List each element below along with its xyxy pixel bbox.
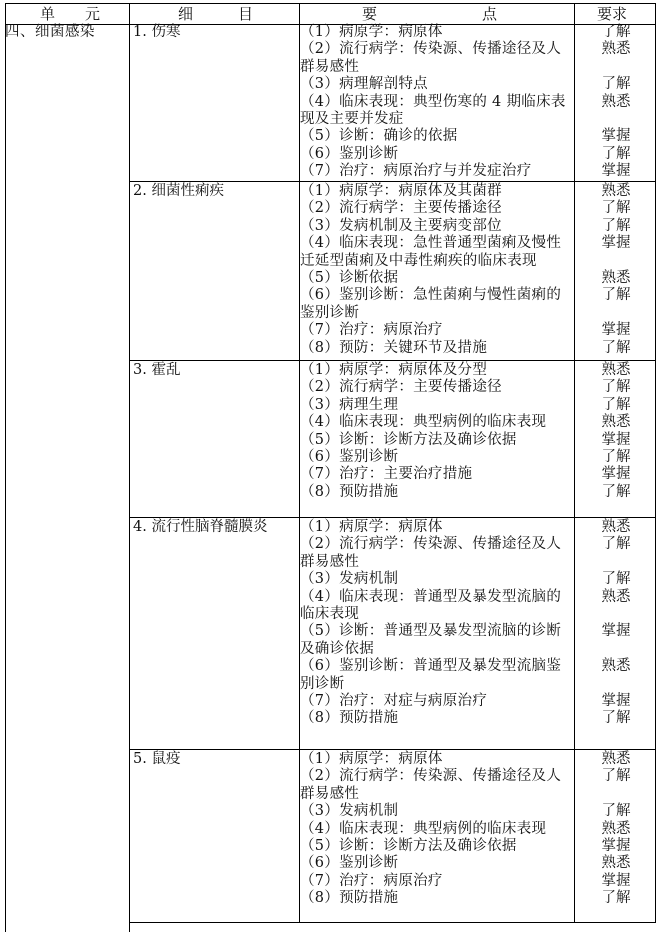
row-rule-3 xyxy=(129,517,655,518)
point-item: （2）流行病学：传染源、传播途径及人群易感性 xyxy=(300,536,562,570)
points-dysentery xyxy=(300,183,572,357)
point-item: （6）鉴别诊断 xyxy=(300,145,399,162)
header-detail: 细 目 xyxy=(178,5,254,23)
point-item: （3）发病机制 xyxy=(300,571,399,588)
requirement-level: 掌握 xyxy=(601,431,631,448)
point-item: （8）预防措施 xyxy=(300,710,399,727)
point-item: （1）病原学：病原体 xyxy=(300,751,443,767)
requirement-level: 了解 xyxy=(601,339,631,356)
req-dysentery xyxy=(578,183,654,357)
requirement-level: 了解 xyxy=(601,768,631,785)
requirement-level: 掌握 xyxy=(601,235,631,252)
point-item: （7）治疗：病原治疗 xyxy=(300,322,443,339)
point-item: （5）诊断：普通型及暴发型流脑的诊断及确诊依据 xyxy=(300,623,562,657)
req-meningitis xyxy=(578,519,654,728)
point-item: （7）治疗：对症与病原治疗 xyxy=(300,693,488,710)
point-item: （1）病原学：病原体及其菌群 xyxy=(300,183,502,199)
requirement-level: 了解 xyxy=(601,710,631,727)
requirement-level: 熟悉 xyxy=(601,751,631,767)
requirement-level: 了解 xyxy=(601,483,631,500)
requirement-level: 了解 xyxy=(601,76,631,93)
row-rule-4 xyxy=(129,749,655,750)
requirement-level: 熟悉 xyxy=(601,658,631,675)
col-rule-left xyxy=(5,3,6,932)
point-item: （8）预防措施 xyxy=(300,890,399,907)
point-item: （1）病原学：病原体 xyxy=(300,24,443,40)
requirement-level: 掌握 xyxy=(601,837,631,854)
requirement-level: 了解 xyxy=(601,379,631,396)
topic-cholera: 3. 霍乱 xyxy=(133,362,181,378)
row-rule-2 xyxy=(129,360,655,361)
requirement-level: 熟悉 xyxy=(601,519,631,535)
topic-dysentery: 2. 细菌性痢疾 xyxy=(133,183,224,199)
point-item: （7）治疗：病原治疗与并发症治疗 xyxy=(300,163,532,180)
table-bottom-rule xyxy=(129,922,655,923)
point-item: （4）临床表现：典型病例的临床表现 xyxy=(300,414,547,431)
topic-typhoid: 1. 伤寒 xyxy=(133,24,181,40)
requirement-level: 熟悉 xyxy=(601,820,631,837)
header-unit: 单 元 xyxy=(40,5,101,23)
requirement-level: 了解 xyxy=(601,145,631,162)
col-rule-unit xyxy=(129,3,130,932)
point-item: （4）临床表现：典型伤寒的 4 期临床表现及主要并发症 xyxy=(300,93,566,128)
point-item: （5）诊断：确诊的依据 xyxy=(300,128,458,145)
col-rule-points xyxy=(574,3,575,923)
point-item: （8）预防：关键环节及措施 xyxy=(300,339,488,356)
point-item: （5）诊断：诊断方法及确诊依据 xyxy=(300,431,517,448)
requirement-level: 了解 xyxy=(601,24,631,40)
requirement-level: 掌握 xyxy=(601,163,631,180)
table-top-rule xyxy=(5,3,655,4)
point-item: （3）病理解剖特点 xyxy=(300,76,428,93)
point-item: （8）预防措施 xyxy=(300,483,399,500)
requirement-level: 了解 xyxy=(601,890,631,907)
requirement-level: 熟悉 xyxy=(601,362,631,378)
point-item: （2）流行病学：传染源、传播途径及人群易感性 xyxy=(300,41,562,75)
req-plague xyxy=(578,751,654,908)
requirement-level: 了解 xyxy=(601,396,631,413)
point-item: （2）流行病学：主要传播途径 xyxy=(300,379,502,396)
requirement-level: 了解 xyxy=(601,448,631,465)
requirement-level: 了解 xyxy=(601,287,631,304)
requirement-level: 熟悉 xyxy=(601,269,631,286)
point-item: （5）诊断：诊断方法及确诊依据 xyxy=(300,838,517,855)
point-item: （4）临床表现：普通型及暴发型流脑的临床表现 xyxy=(300,588,562,623)
point-item: （1）病原学：病原体及分型 xyxy=(300,362,488,378)
requirement-level: 熟悉 xyxy=(601,183,631,199)
points-typhoid xyxy=(300,24,572,181)
header-points: 要 点 xyxy=(362,5,498,23)
unit-name: 四、细菌感染 xyxy=(5,24,95,40)
point-item: （4）临床表现：典型病例的临床表现 xyxy=(300,820,547,837)
point-item: （6）鉴别诊断 xyxy=(300,449,399,466)
req-cholera xyxy=(578,362,654,501)
requirement-level: 熟悉 xyxy=(601,41,631,58)
requirement-level: 熟悉 xyxy=(601,588,631,605)
req-typhoid xyxy=(578,24,654,181)
requirement-level: 掌握 xyxy=(601,623,631,640)
point-item: （3）病理生理 xyxy=(300,396,399,413)
requirement-level: 掌握 xyxy=(601,692,631,709)
point-item: （6）鉴别诊断：急性菌痢与慢性菌痢的鉴别诊断 xyxy=(300,287,562,321)
point-item: （6）鉴别诊断：普通型及暴发型流脑鉴别诊断 xyxy=(300,658,562,692)
point-item: （6）鉴别诊断 xyxy=(300,855,399,872)
requirement-level: 掌握 xyxy=(601,322,631,339)
point-item: （2）流行病学：主要传播途径 xyxy=(300,200,502,217)
point-item: （2）流行病学：传染源、传播途径及人群易感性 xyxy=(300,768,562,802)
col-rule-right xyxy=(655,3,656,923)
requirement-level: 了解 xyxy=(601,217,631,234)
point-item: （3）发病机制 xyxy=(300,803,399,820)
point-item: （7）治疗：主要治疗措施 xyxy=(300,466,473,483)
topic-meningitis: 4. 流行性脑脊髓膜炎 xyxy=(133,519,268,535)
point-item: （1）病原学：病原体 xyxy=(300,519,443,535)
requirement-level: 了解 xyxy=(601,803,631,820)
requirement-level: 掌握 xyxy=(601,872,631,889)
requirement-level: 掌握 xyxy=(601,128,631,145)
row-rule-1 xyxy=(129,181,655,182)
requirement-level: 了解 xyxy=(601,536,631,553)
point-item: （5）诊断依据 xyxy=(300,270,399,287)
requirement-level: 熟悉 xyxy=(601,414,631,431)
requirement-level: 了解 xyxy=(601,200,631,217)
point-item: （3）发病机制及主要病变部位 xyxy=(300,217,502,234)
points-cholera xyxy=(300,362,572,501)
points-meningitis xyxy=(300,519,572,728)
points-plague xyxy=(300,751,572,908)
requirement-level: 熟悉 xyxy=(601,93,631,110)
topic-plague: 5. 鼠疫 xyxy=(133,751,181,767)
point-item: （4）临床表现：急性普通型菌痢及慢性迁延型菌痢及中毒性痢疾的临床表现 xyxy=(300,235,562,269)
point-item: （7）治疗：病原治疗 xyxy=(300,872,443,889)
requirement-level: 熟悉 xyxy=(601,855,631,872)
header-requirement: 要求 xyxy=(597,5,628,23)
requirement-level: 了解 xyxy=(601,571,631,588)
requirement-level: 掌握 xyxy=(601,466,631,483)
